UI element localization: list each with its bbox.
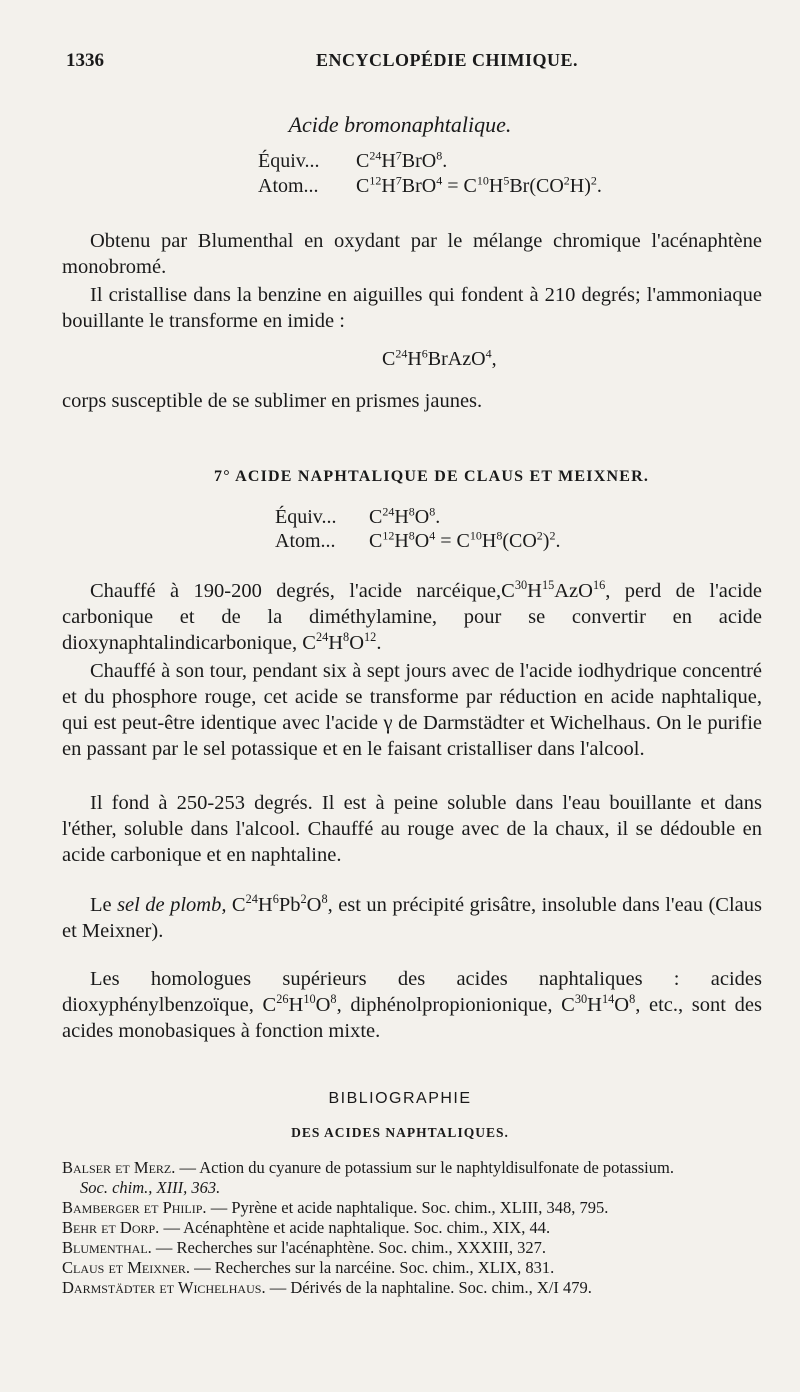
formula2-atom-label: Atom... <box>275 530 336 552</box>
paragraph-iodhydrique: Chauffé à son tour, pendant six à sept jours avec de l'acide iodhydrique concentré et du phosphore rouge, cet acide se transforme par réduction en acide naphtalique, qui est peut-être identique avec l'acide γ de Darmstädter et Wichelhaus. On le purifie en passant par le sel potassique et en le faisant cristalliser dans l'alcool. <box>62 660 762 760</box>
bib-entry-continuation: Soc. chim., XIII, 363. <box>80 1178 221 1197</box>
section-title-claus-meixner: 7° ACIDE NAPHTALIQUE DE CLAUS ET MEIXNER. <box>214 468 650 485</box>
paragraph-homologues: Les homologues supérieurs des acides naphtaliques : acides dioxyphénylbenzoïque, $C^{26}H^{10}O^8$, diphénolpropionionique, $C^{30}H^{14}O^8$, etc., sont des acides monobasiques à fonction mixte. <box>62 968 762 1042</box>
bibliography-list <box>62 1158 774 1298</box>
formula-equiv: $C^{24}H^7BrO^8$. <box>356 148 448 172</box>
paragraph-obtenu: Obtenu par Blumenthal en oxydant par le mélange chromique l'acénaphtène monobromé. <box>62 230 762 278</box>
bibliography-title: BIBLIOGRAPHIE <box>328 1090 472 1107</box>
paragraph-fond: Il fond à 250-253 degrés. Il est à peine soluble dans l'eau bouillante et dans l'éther, soluble dans l'alcool. Chauffé au rouge avec de la chaux, il se dédouble en acide carbonique et en naphtaline. <box>62 792 762 866</box>
formula2-atom: $C^{12}H^8O^4 = C^{10}H^8(CO^2)^2$. <box>369 528 561 552</box>
formula-imide: $C^{24}H^6BrAzO^4$, <box>382 346 497 370</box>
formula2-equiv: $C^{24}H^8O^8$. <box>369 504 441 528</box>
formula-equiv-label: Équiv... <box>258 150 320 172</box>
formula2-equiv-label: Équiv... <box>275 506 337 528</box>
bib-entry: Darmstädter et Wichelhaus. — Dérivés de la naphtaline. Soc. chim., X/I 479. <box>62 1278 592 1297</box>
paragraph-chauffe-narceique: Chauffé à 190-200 degrés, l'acide $narcéique,C^{30}H^{15}AzO^{16}$, perd de l'acide carbonique et de la diméthylamine, pour se convertir en acide dioxynaphtalindicarbonique, $C^{24}H^8O^{12}$. <box>62 578 763 654</box>
bib-entry: Bamberger et Philip. — Pyrène et acide naphtalique. Soc. chim., XLIII, 348, 795. <box>62 1198 609 1217</box>
formula-atom-label: Atom... <box>258 175 319 197</box>
paragraph-sublimer: corps susceptible de se sublimer en prismes jaunes. <box>62 390 483 412</box>
page-number: 1336 <box>66 50 104 71</box>
bib-entry: Balser et Merz. — Action du cyanure de potassium sur le naphtyldisulfonate de potassium. <box>62 1158 674 1177</box>
running-header: ENCYCLOPÉDIE CHIMIQUE. <box>316 50 579 70</box>
bib-entry: Claus et Meixner. — Recherches sur la narcéine. Soc. chim., XLIX, 831. <box>62 1258 555 1277</box>
formula-atom: $C^{12}H^7BrO^4 = C^{10}H^5Br(CO^2H)^2$. <box>356 173 602 197</box>
bib-entry: Blumenthal. — Recherches sur l'acénaphtène. Soc. chim., XXXIII, 327. <box>62 1238 547 1257</box>
paragraph-cristallise: Il cristallise dans la benzine en aiguilles qui fondent à 210 degrés; l'ammoniaque bouillante le transforme en imide : <box>62 284 762 332</box>
bib-entry: Behr et Dorp. — Acénaphtène et acide naphtalique. Soc. chim., XIX, 44. <box>62 1218 551 1237</box>
section-title-bromonaphtalique: Acide bromonaphtalique. <box>288 112 512 137</box>
paragraph-sel-plomb: Le sel de plomb, $C^{24}H^6Pb^2O^8$, est un précipité grisâtre, insoluble dans l'eau (Claus et Meixner). <box>62 892 762 942</box>
bibliography-subtitle: DES ACIDES NAPHTALIQUES. <box>291 1125 509 1140</box>
